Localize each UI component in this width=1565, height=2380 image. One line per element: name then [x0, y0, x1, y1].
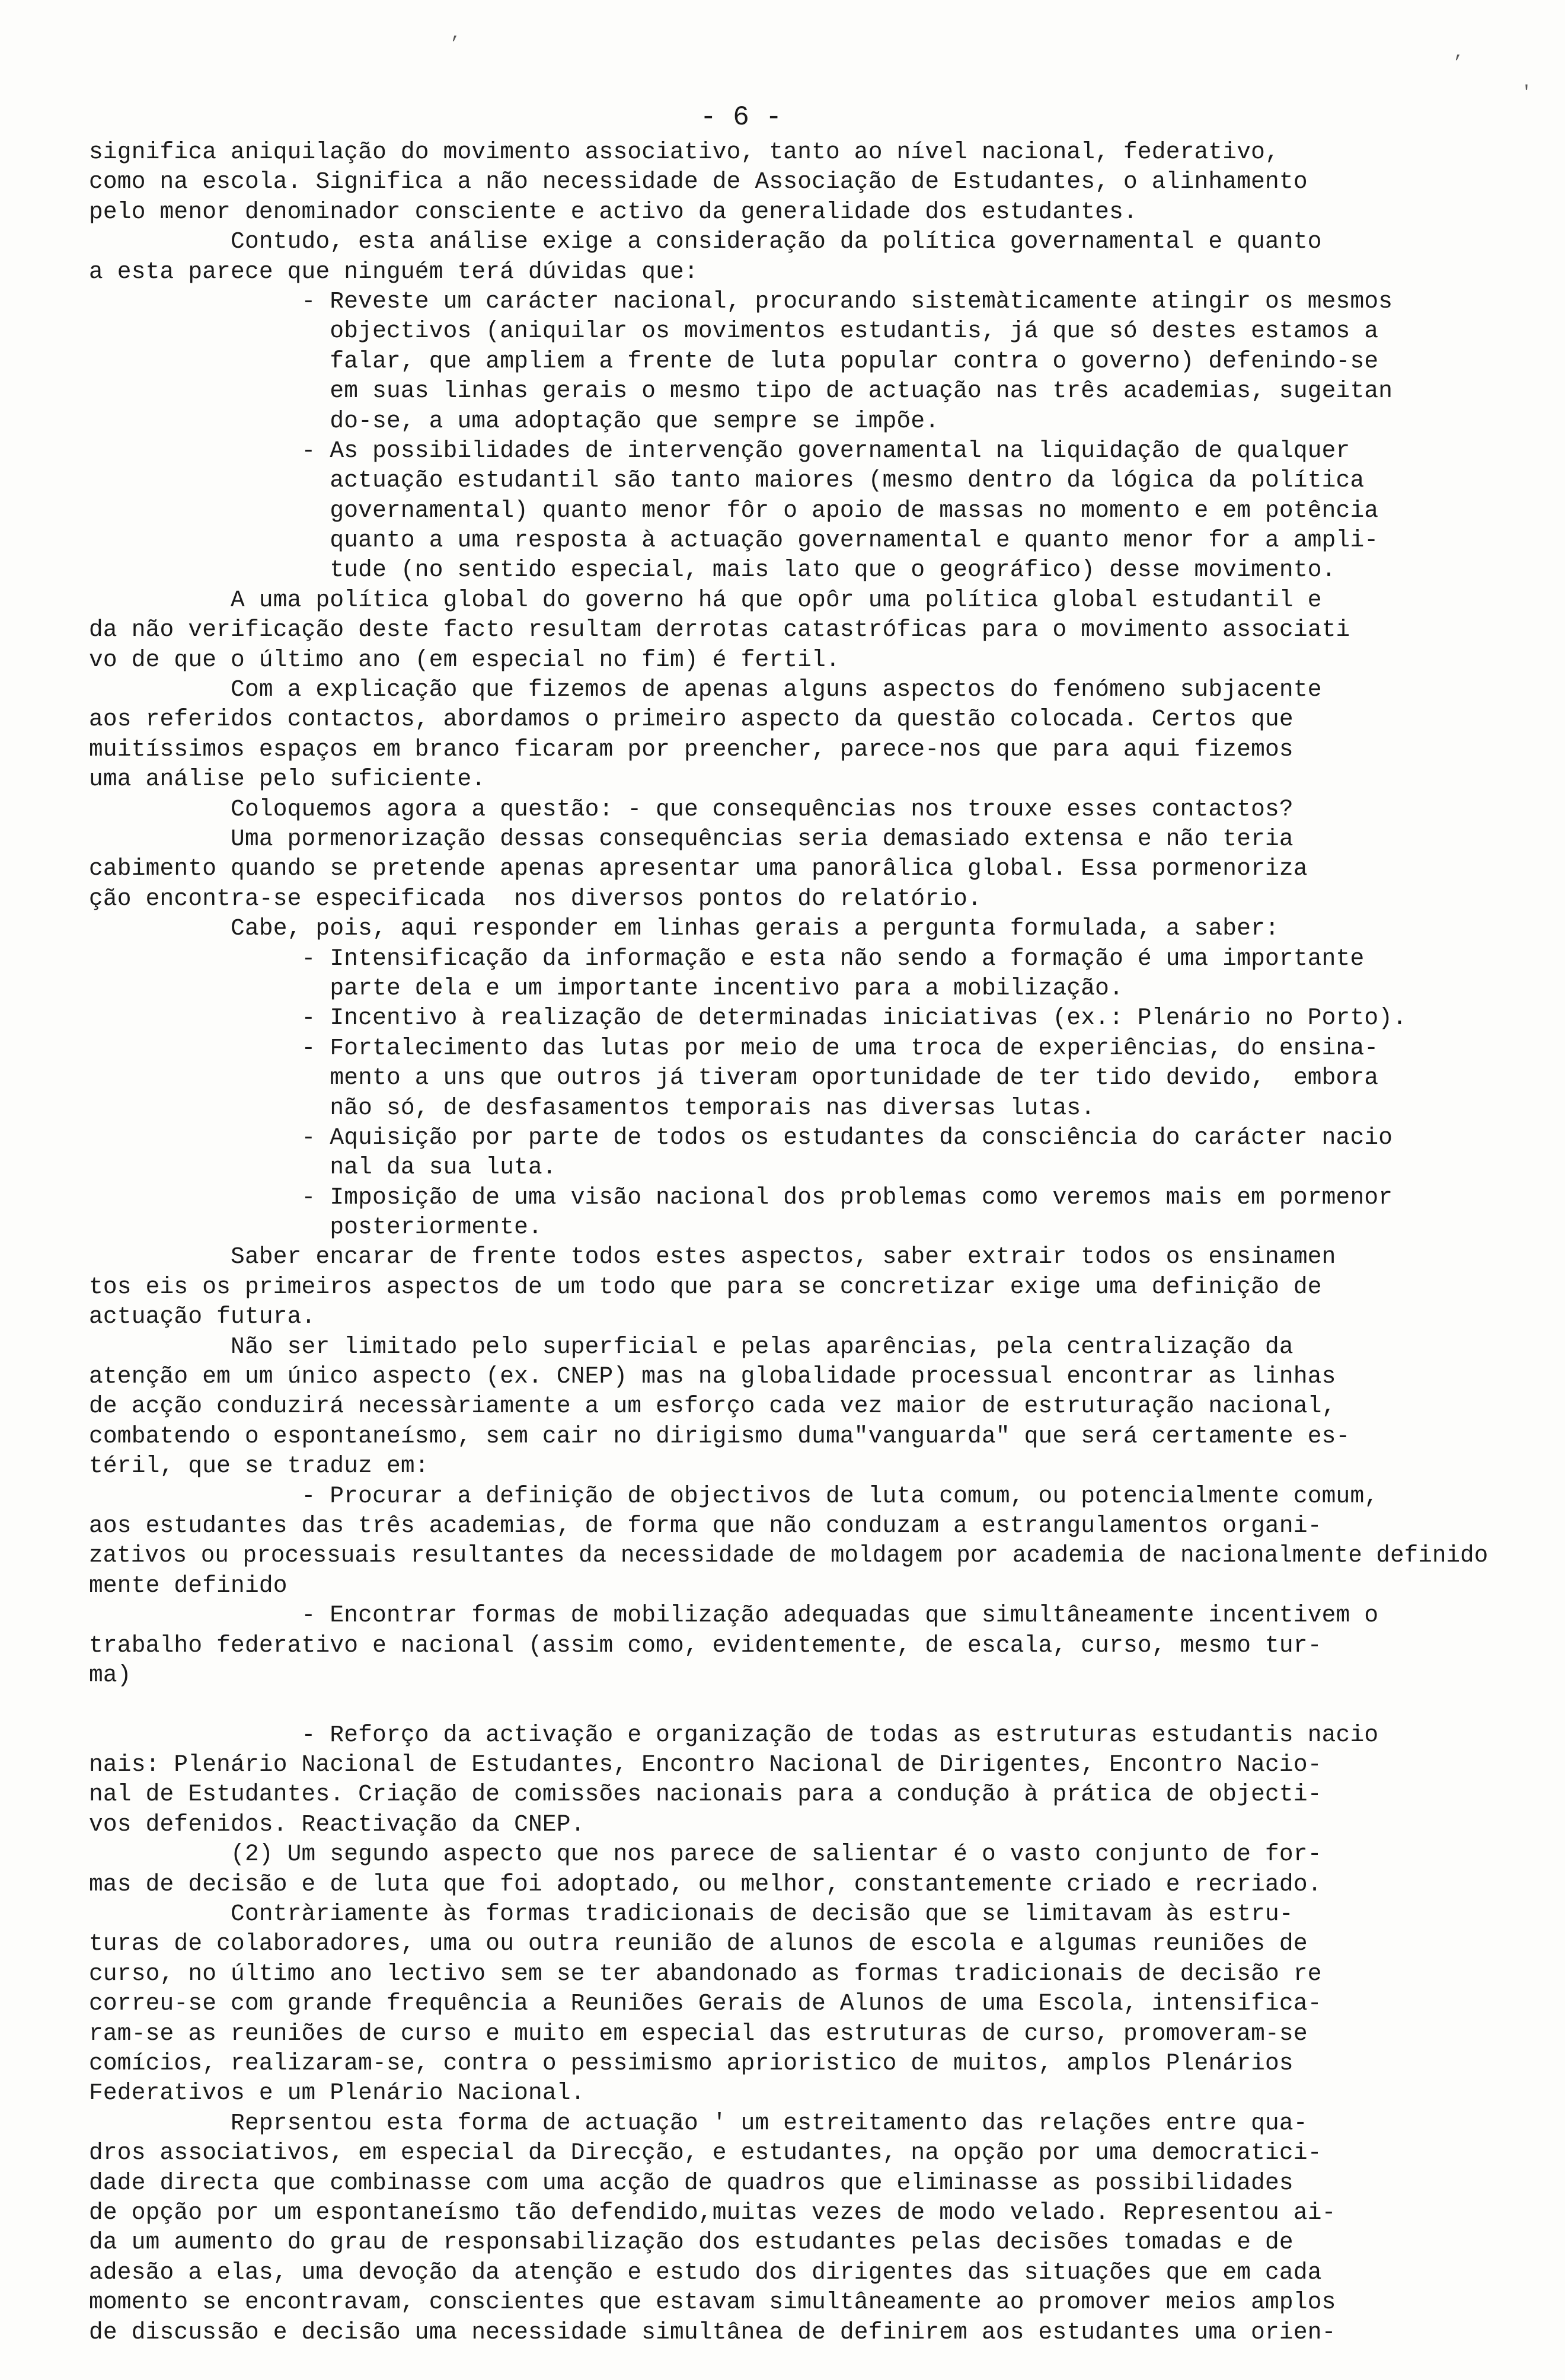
text-line: falar, que ampliem a frente de luta popular contra o governo) defenindo-se [89, 347, 1379, 375]
text-line: curso, no último ano lectivo sem se ter abandonado as formas tradicionais de decisão re [89, 1960, 1322, 1987]
text-line: Cabe, pois, aqui responder em linhas gerais a pergunta formulada, a saber: [89, 915, 1279, 942]
text-line: - Reveste um carácter nacional, procurando sistemàticamente atingir os mesmos [89, 287, 1393, 315]
text-line: nais: Plenário Nacional de Estudantes, Encontro Nacional de Dirigentes, Encontro Nacio- [89, 1751, 1322, 1778]
text-line: a esta parece que ninguém terá dúvidas que: [89, 258, 698, 285]
text-line: de discussão e decisão uma necessidade simultânea de definirem aos estudantes uma orien- [89, 2318, 1336, 2346]
text-line: Federativos e um Plenário Nacional. [89, 2080, 585, 2107]
text-line: combatendo o espontaneísmo, sem cair no dirigismo duma"vanguarda" que será certamente es- [89, 1422, 1350, 1450]
text-line: Coloquemos agora a questão: - que consequências nos trouxe esses contactos? [89, 795, 1293, 823]
text-line: - Encontrar formas de mobilização adequadas que simultâneamente incentivem o [89, 1602, 1379, 1629]
text-line: vo de que o último ano (em especial no fim) é fertil. [89, 646, 840, 673]
text-line: actuação futura. [89, 1303, 316, 1330]
text-line: cabimento quando se pretende apenas apresentar uma panorâlica global. Essa pormenoriza [89, 855, 1308, 882]
text-line: de opção por um espontaneísmo tão defendido,muitas vezes de modo velado. Representou ai- [89, 2199, 1336, 2226]
text-line: aos referidos contactos, abordamos o primeiro aspecto da questão colocada. Certos que [89, 706, 1293, 733]
text-line: da não verificação deste facto resultam derrotas catastróficas para o movimento associati [89, 616, 1350, 644]
body-text [89, 137, 1488, 2347]
text-line: significa aniquilação do movimento associativo, tanto ao nível nacional, federativo, [89, 139, 1279, 165]
text-line: correu-se com grande frequência a Reuniões Gerais de Alunos de uma Escola, intensifica- [89, 1990, 1322, 2017]
text-line: objectivos (aniquilar os movimentos estudantis, já que só destes estamos a [89, 318, 1379, 345]
text-line: tos eis os primeiros aspectos de um todo que para se concretizar exige uma definição de [89, 1273, 1322, 1300]
text-line: pelo menor denominador consciente e activo da generalidade dos estudantes. [89, 198, 1138, 225]
text-line: ma) [89, 1661, 132, 1688]
text-line: mas de decisão e de luta que foi adoptado, ou melhor, constantemente criado e recriado. [89, 1870, 1322, 1898]
stray-mark: , [451, 24, 462, 44]
text-line: - Incentivo à realização de determinadas iniciativas (ex.: Plenário no Porto). [89, 1005, 1407, 1032]
text-line: dade directa que combinasse com uma acção de quadros que eliminasse as possibilidades [89, 2169, 1293, 2196]
text-line: Contudo, esta análise exige a consideração da política governamental e quanto [89, 228, 1322, 255]
text-line: comícios, realizaram-se, contra o pessimismo aprioristico de muitos, amplos Plenários [89, 2050, 1293, 2077]
text-line: dros associativos, em especial da Direcção, e estudantes, na opção por uma democratici- [89, 2139, 1322, 2167]
text-line [89, 1690, 1488, 1720]
text-line: nal de Estudantes. Criação de comissões nacionais para a condução à prática de objecti- [89, 1781, 1322, 1808]
text-line: do-se, a uma adoptação que sempre se impõe. [89, 407, 940, 434]
text-line: posteriormente. [89, 1214, 542, 1241]
text-line: - Reforço da activação e organização de todas as estruturas estudantis nacio [89, 1721, 1379, 1748]
text-line: atenção em um único aspecto (ex. CNEP) mas na globalidade processual encontrar as linhas [89, 1363, 1336, 1390]
text-line: em suas linhas gerais o mesmo tipo de actuação nas três academias, sugeitan [89, 378, 1393, 405]
text-line: vos defenidos. Reactivação da CNEP. [89, 1810, 585, 1838]
text-line: momento se encontravam, conscientes que estavam simultâneamente ao promover meios amplos [89, 2289, 1336, 2316]
text-line: - Fortalecimento das lutas por meio de uma troca de experiências, do ensina- [89, 1034, 1379, 1061]
text-line: adesão a elas, uma devoção da atenção e estudo dos dirigentes das situações que em cada [89, 2259, 1322, 2286]
text-line: tude (no sentido especial, mais lato que o geográfico) desse movimento. [89, 556, 1336, 584]
text-line: da um aumento do grau de responsabilização dos estudantes pelas decisões tomadas e de [89, 2229, 1293, 2256]
text-line: aos estudantes das três academias, de forma que não conduzam a estrangulamentos organi- [89, 1512, 1322, 1539]
text-line: de acção conduzirá necessàriamente a um esforço cada vez maior de estruturação nacional, [89, 1393, 1336, 1420]
stray-mark: , [1454, 43, 1465, 63]
text-line: nal da sua luta. [89, 1154, 557, 1181]
text-line: mento a uns que outros já tiveram oportunidade de ter tido devido, embora [89, 1064, 1379, 1092]
text-line: - Procurar a definição de objectivos de luta comum, ou potencialmente comum, [89, 1482, 1379, 1509]
text-line: parte dela e um importante incentivo para a mobilização. [89, 974, 1123, 1002]
text-line: Saber encarar de frente todos estes aspectos, saber extrair todos os ensinamen [89, 1243, 1336, 1271]
text-line: ram-se as reuniões de curso e muito em especial das estruturas de curso, promoveram-se [89, 2020, 1308, 2047]
page-number: - 6 - [700, 102, 782, 133]
text-line: téril, que se traduz em: [89, 1453, 429, 1480]
text-line: zativos ou processuais resultantes da necessidade de moldagem por academia de nacionalmente definido [89, 1542, 1489, 1569]
text-line: Reprsentou esta forma de actuação ' um estreitamento das relações entre qua- [89, 2109, 1308, 2136]
text-line: actuação estudantil são tanto maiores (mesmo dentro da lógica da política [89, 467, 1365, 494]
text-line: muitíssimos espaços em branco ficaram por preencher, parece-nos que para aqui fizemos [89, 735, 1293, 763]
text-line: Uma pormenorização dessas consequências seria demasiado extensa e não teria [89, 825, 1293, 852]
text-line: Com a explicação que fizemos de apenas alguns aspectos do fenómeno subjacente [89, 676, 1322, 703]
stray-mark: ' [1521, 83, 1532, 103]
text-line: - Aquisição por parte de todos os estudantes da consciência do carácter nacio [89, 1124, 1393, 1151]
text-line: Contràriamente às formas tradicionais de decisão que se limitavam às estru- [89, 1901, 1293, 1928]
text-line: - Imposição de uma visão nacional dos problemas como veremos mais em pormenor [89, 1183, 1393, 1211]
text-line: trabalho federativo e nacional (assim como, evidentemente, de escala, curso, mesmo tur- [89, 1632, 1322, 1659]
text-line: não só, de desfasamentos temporais nas diversas lutas. [89, 1094, 1096, 1121]
text-line: uma análise pelo suficiente. [89, 766, 486, 793]
text-line: quanto a uma resposta à actuação governamental e quanto menor for a ampli- [89, 527, 1379, 554]
text-line: - Intensificação da informação e esta não sendo a formação é uma importante [89, 945, 1365, 972]
text-line: governamental) quanto menor fôr o apoio de massas no momento e em potência [89, 497, 1379, 524]
text-line: (2) Um segundo aspecto que nos parece de salientar é o vasto conjunto de for- [89, 1841, 1322, 1868]
text-line: como na escola. Significa a não necessidade de Associação de Estudantes, o alinhamento [89, 168, 1308, 196]
text-line: ção encontra-se especificada nos diversos pontos do relatório. [89, 885, 982, 912]
text-line: A uma política global do governo há que opôr uma política global estudantil e [89, 586, 1322, 613]
text-line: - As possibilidades de intervenção governamental na liquidação de qualquer [89, 437, 1350, 464]
text-line: mente definido [89, 1572, 288, 1599]
text-line: turas de colaboradores, uma ou outra reunião de alunos de escola e algumas reuniões de [89, 1930, 1308, 1957]
text-line: Não ser limitado pelo superficial e pelas aparências, pela centralização da [89, 1333, 1293, 1360]
